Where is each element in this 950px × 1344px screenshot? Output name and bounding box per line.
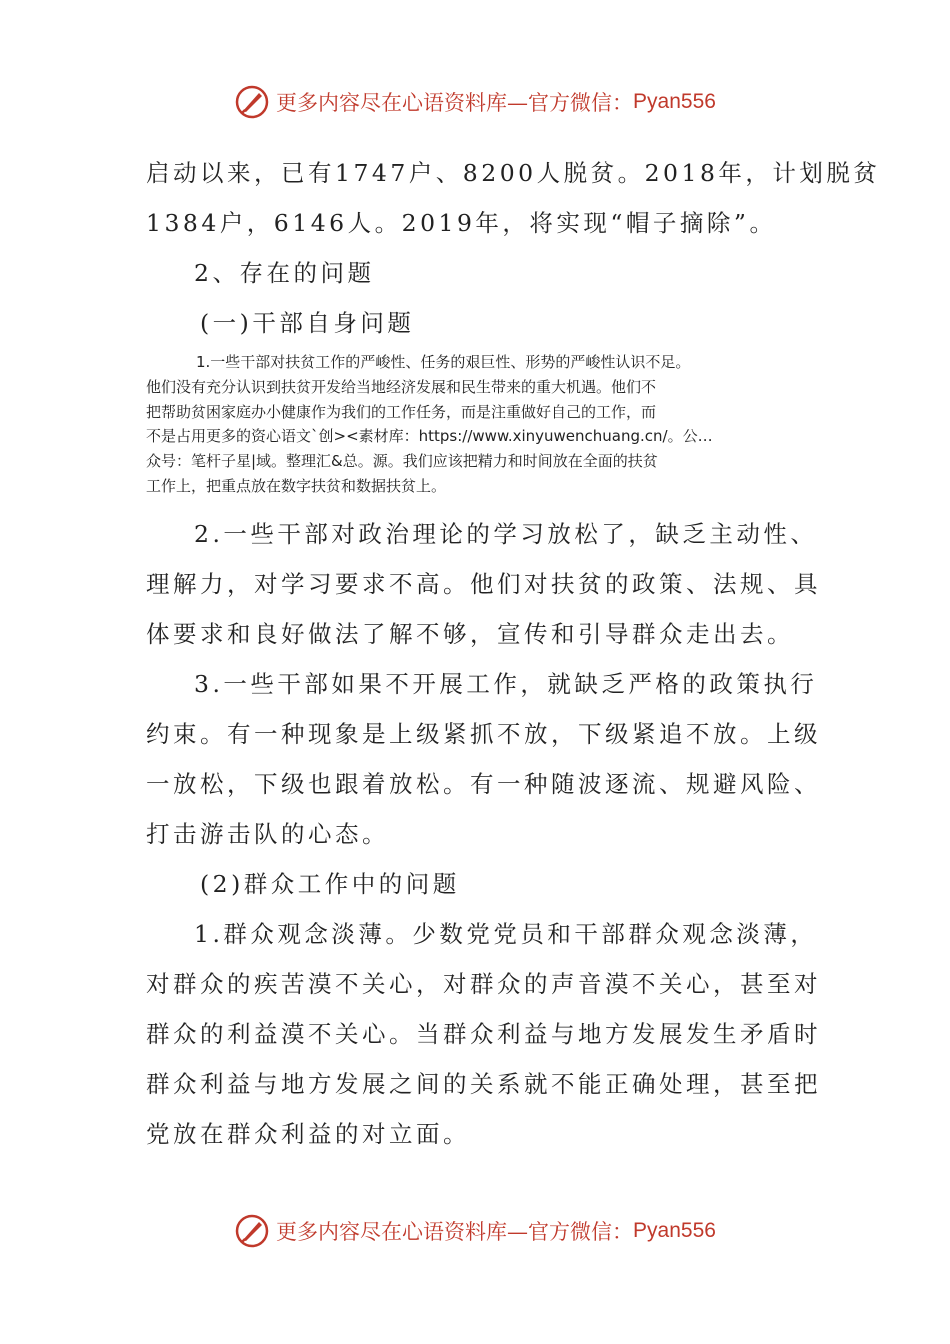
small-text-line: 众号：笔杆子星|域。整理汇&总。源。我们应该把精力和时间放在全面的扶贫 [146,452,658,471]
section-heading: 2、存在的问题 [194,259,375,287]
small-text-line: 把帮助贫困家庭办小健康作为我们的工作任务，而是注重做好自己的工作，而 [146,402,657,421]
paragraph-line: 群众利益与地方发展之间的关系就不能正确处理，甚至把 [146,1069,821,1098]
footer-banner [0,1213,950,1249]
small-text-line: 他们没有充分认识到扶贫开发给当地经济发展和民生带来的重大机遇。他们不 [146,377,657,396]
small-text-line: 工作上，把重点放在数字扶贫和数据扶贫上。 [146,476,447,495]
footer-wechat-id: Pyan556 [633,1219,716,1242]
paragraph-line: 对群众的疾苦漠不关心，对群众的声音漠不关心，甚至对 [146,969,821,998]
paragraph-line: 3.一些干部如果不开展工作，就缺乏严格的政策执行 [194,669,818,698]
document-body [146,148,881,1159]
paragraph-line: 一放松，下级也跟着放松。有一种随波逐流、规避风险、 [146,769,821,798]
paragraph-line: 2.一些干部对政治理论的学习放松了，缺乏主动性、 [194,519,818,548]
header-banner [0,84,950,120]
quill-pen-logo-icon [234,1213,270,1249]
small-text-line: 1.一些干部对扶贫工作的严峻性、任务的艰巨性、形势的严峻性认识不足。 [196,353,691,371]
paragraph-line: 约束。有一种现象是上级紧抓不放，下级紧追不放。上级 [146,719,821,748]
intro-line: 1384户，6146人。2019年，将实现“帽子摘除”。 [146,209,777,237]
paragraph-line: 群众的利益漠不关心。当群众利益与地方发展发生矛盾时 [146,1019,821,1048]
paragraph-line: 体要求和良好做法了解不够，宣传和引导群众走出去。 [146,619,794,648]
paragraph-line: 党放在群众利益的对立面。 [146,1119,470,1148]
quill-pen-logo-icon [234,84,270,120]
small-text-paragraph [146,350,816,499]
intro-line: 启动以来，已有1747户、8200人脱贫。2018年，计划脱贫 [146,159,881,187]
subsection-heading: (一)干部自身问题 [200,309,415,337]
paragraph-line: 1.群众观念淡薄。少数党党员和干部群众观念淡薄， [194,919,818,948]
subsection-heading: (2)群众工作中的问题 [200,869,460,898]
paragraph-line: 打击游击队的心态。 [146,819,389,848]
small-text-line: 不是占用更多的资心语文`创><素材库：https://www.xinyuwenchuang.cn/。公… [146,427,713,446]
header-brand-text: 更多内容尽在心语资料库—官方微信： [276,91,634,115]
footer-brand-text: 更多内容尽在心语资料库—官方微信： [276,1220,634,1244]
header-wechat-id: Pyan556 [633,90,716,113]
paragraph-line: 理解力，对学习要求不高。他们对扶贫的政策、法规、具 [146,569,821,598]
